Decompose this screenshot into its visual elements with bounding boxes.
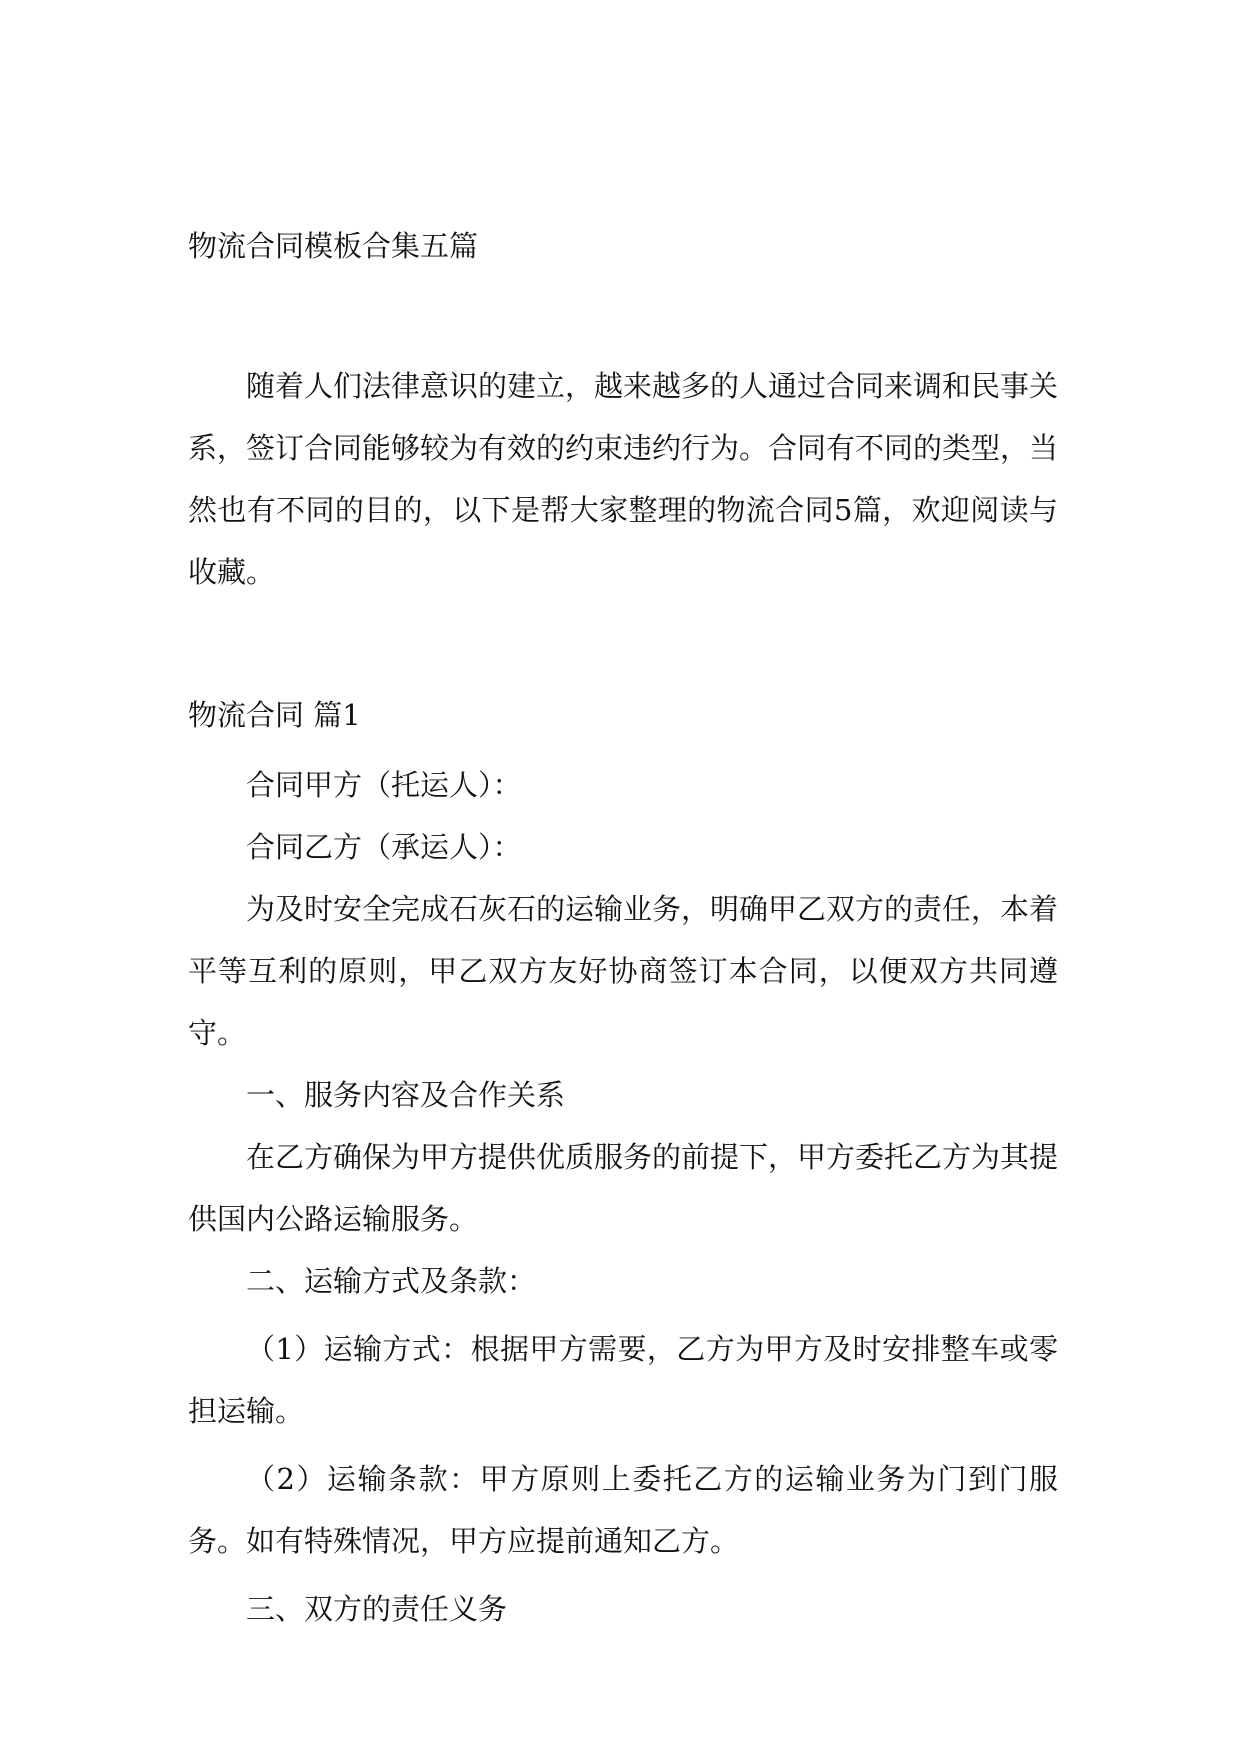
document-title: 物流合同模板合集五篇 <box>188 229 479 263</box>
clause-2-title: 二、运输方式及条款： <box>246 1264 537 1298</box>
party-b-line: 合同乙方（承运人）： <box>246 830 522 864</box>
clause-1-text: 在乙方确保为甲方提供优质服务的前提下，甲方委托乙方为其提供国内公路运输服务。 <box>188 1140 1059 1236</box>
section-title: 物流合同 篇1 <box>188 698 361 732</box>
party-a-line: 合同甲方（托运人）： <box>246 768 522 802</box>
intro-paragraph: 随着人们法律意识的建立，越来越多的人通过合同来调和民事关系，签订合同能够较为有效的约束违约行为。合同有不同的类型，当然也有不同的目的，以下是帮大家整理的物流合同5篇，欢迎阅读与收藏。 <box>188 369 1059 589</box>
clause-2-item-2: （2）运输条款：甲方原则上委托乙方的运输业务为门到门服务。如有特殊情况，甲方应提前通知乙方。 <box>188 1462 1058 1558</box>
clause-3-title: 三、双方的责任义务 <box>246 1592 508 1626</box>
document-content <box>188 222 1058 1640</box>
clause-2-item-1: （1）运输方式：根据甲方需要，乙方为甲方及时安排整车或零担运输。 <box>188 1332 1058 1428</box>
purpose-paragraph: 为及时安全完成石灰石的运输业务，明确甲乙双方的责任，本着平等互利的原则，甲乙双方友好协商签订本合同，以便双方共同遵守。 <box>188 892 1059 1050</box>
clause-1-title: 一、服务内容及合作关系 <box>246 1078 566 1112</box>
